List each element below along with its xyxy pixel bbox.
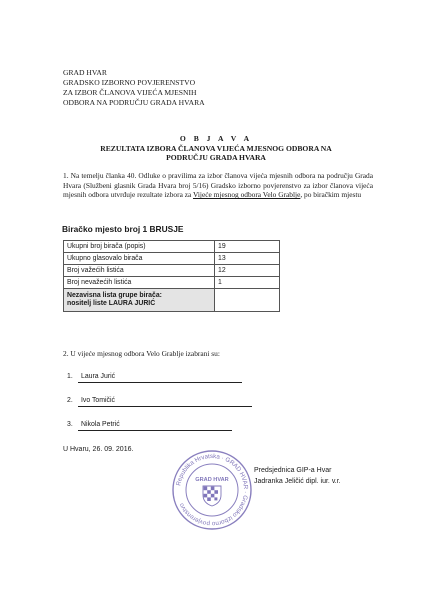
table-row [64, 253, 280, 265]
list-item-number: 1. [67, 373, 73, 380]
header-line: GRAD HVAR [63, 68, 107, 77]
list-name-line: Nezavisna lista grupe birača: [67, 292, 162, 299]
row-value: 12 [215, 265, 280, 277]
elected-name: Ivo Tomičić [81, 397, 115, 404]
table-row [64, 241, 280, 253]
table-row [64, 277, 280, 289]
council-name: Vijeće mjesnog odbora Velo Grablje [192, 190, 301, 200]
official-stamp [170, 448, 254, 532]
polling-station-heading: Biračko mjesto broj 1 BRUSJE [62, 224, 184, 234]
header-line: GRADSKO IZBORNO POVJERENSTVO [63, 78, 196, 87]
table-row [64, 265, 280, 277]
title-objava: O B J A V A [179, 134, 253, 143]
signature-line [78, 430, 232, 431]
stamp-inner-text: GRAD HVAR [195, 477, 229, 483]
row-label: Ukupno glasovalo birača [64, 253, 215, 265]
signatory-name: Jadranka Jeličić dipl. iur. v.r. [254, 478, 341, 485]
paragraph-1-tail: , po biračkim mjestu [300, 190, 362, 200]
header-line: ODBORA NA PODRUČJU GRADA HVARA [63, 98, 205, 107]
row-value: 1 [215, 277, 280, 289]
table-row-list [64, 289, 280, 312]
row-value: 13 [215, 253, 280, 265]
list-holder-line: nositelj liste LAURA JURIĆ [67, 300, 156, 307]
signatory-title: Predsjednica GIP-a Hvar [254, 467, 332, 474]
document-header [63, 68, 205, 108]
results-table [63, 240, 280, 312]
list-value-cell [215, 289, 280, 312]
row-value: 19 [215, 241, 280, 253]
paragraph-2: 2. U vijeće mjesnog odbora Velo Grablje izabrani su: [63, 349, 220, 358]
title-line: PODRUČJU GRADA HVARA [166, 153, 266, 162]
elected-name: Laura Jurić [81, 373, 116, 380]
signature-line [78, 406, 252, 407]
row-label: Broj važećih listića [64, 265, 215, 277]
signature-block [254, 465, 341, 487]
list-name-cell [64, 289, 215, 312]
stamp-outer-text: Republika Hrvatska · GRAD HVAR · Gradsko izborno povjerenstvo [175, 452, 250, 528]
list-item-number: 2. [67, 397, 73, 404]
elected-name: Nikola Petrić [81, 421, 120, 428]
paragraph-1 [63, 171, 373, 200]
row-label: Ukupni broj birača (popis) [64, 241, 215, 253]
title-line: REZULTATA IZBORA ČLANOVA VIJEĆA MJESNOG ODBORA NA [100, 143, 332, 153]
paragraph-1-text: 1. Na temelju članka 40. Odluke o pravilima za izbor članova vijeća mjesnih odbora na području Grada Hvara (Službeni glasnik Grada Hvara broj 5/16) Gradsko izborno povjerenstvo za izbor članova vijeća mjesnih odbora utvrđuje rezultate izbora za [63, 171, 373, 200]
row-label: Broj nevažećih listića [64, 277, 215, 289]
signature-line [78, 382, 242, 383]
header-line: ZA IZBOR ČLANOVA VIJEĆA MJESNIH [63, 88, 197, 97]
document-title [0, 134, 432, 163]
coat-of-arms-icon [203, 486, 221, 506]
document-date: U Hvaru, 26. 09. 2016. [63, 446, 134, 453]
list-item-number: 3. [67, 421, 73, 428]
